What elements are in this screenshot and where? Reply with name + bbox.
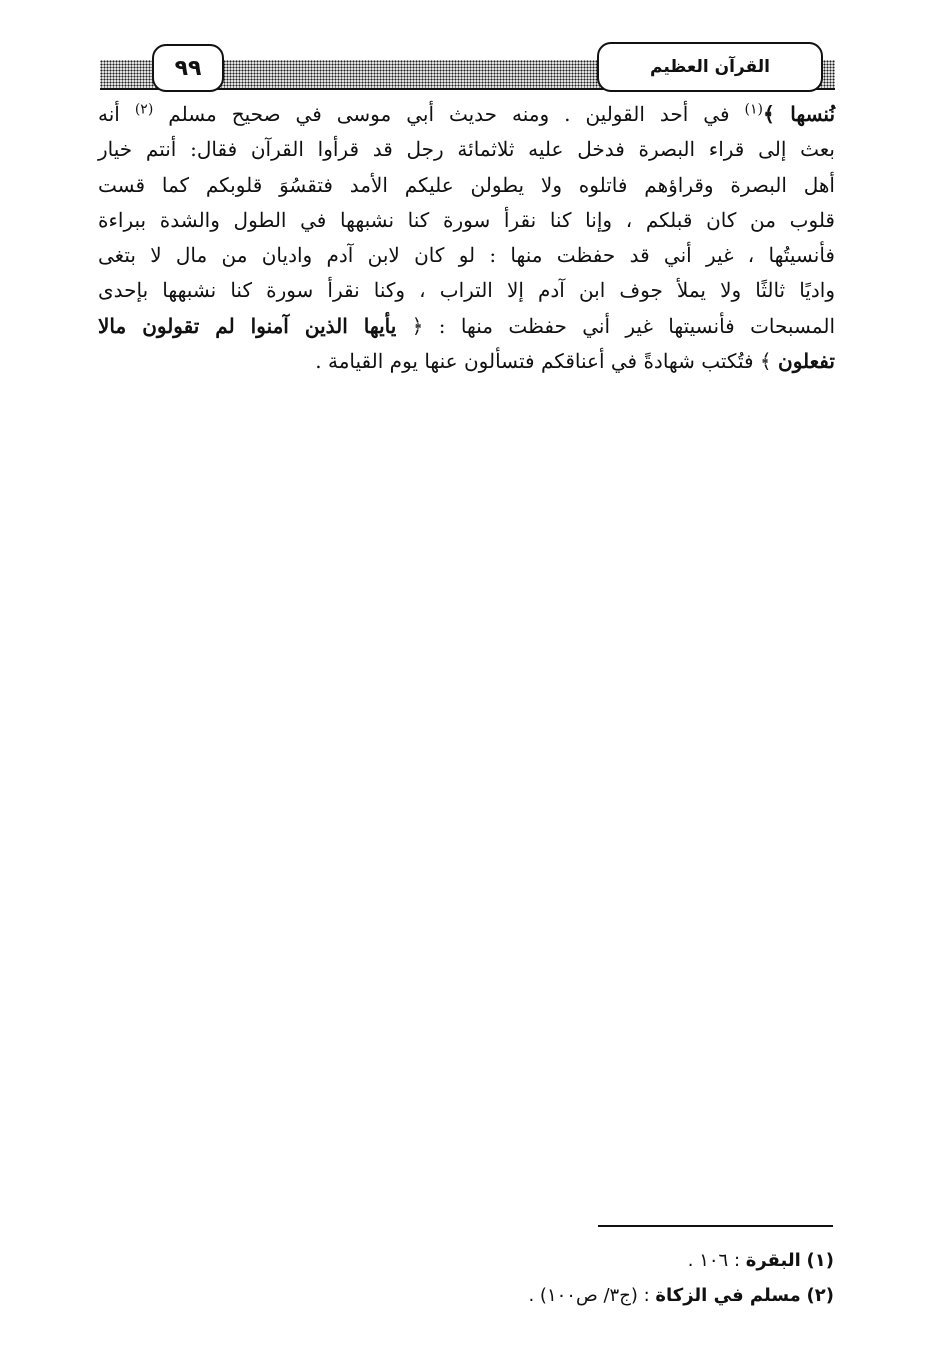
body-line-7-text: المسبحات فأنسيتها غير أني حفظت منها : ﴿ [396, 313, 836, 338]
quran-quote-start: يأيها الذين آمنوا لم تقولون مالا [98, 313, 397, 338]
body-line-1 [98, 97, 835, 132]
quran-quote-cont: تفعلون [778, 349, 835, 374]
footnotes [134, 1243, 834, 1313]
body-line-2: بعث إلى قراء البصرة فدخل عليه ثلاثمائة رجل قد قرأوا القرآن فقال: أنتم خيار [98, 137, 835, 162]
footnote-1 [134, 1243, 834, 1278]
footnote-separator [598, 1225, 833, 1227]
running-title-frame [597, 42, 823, 92]
body-line-6: واديًا ثالثًا ولا يملأ جوف ابن آدم إلا التراب ، وكنا نقرأ سورة كنا نشبهها بإحدى [98, 278, 835, 303]
footnote-2-text: : (ج٣/ ص١٠٠) . [528, 1285, 656, 1306]
body-line-3: أهل البصرة وقراؤهم فاتلوه ولا يطولن عليكم الأمد فتقسُوَ قلوبكم كما قست [98, 172, 835, 197]
footnote-ref-1[interactable]: (١) [744, 101, 763, 118]
body-line-4: قلوب من كان قبلكم ، وإنا كنا نقرأ سورة كنا نشبهها في الطول والشدة ببراءة [98, 207, 835, 232]
footnote-1-source: البقرة [745, 1250, 801, 1271]
footnote-ref-2[interactable]: (٢) [134, 101, 154, 118]
page-number: ٩٩ [174, 55, 202, 81]
body-text [98, 97, 835, 379]
body-line-1-text: في أحد القولين . ومنه حديث أبي موسى في صحيح مسلم [153, 102, 745, 126]
body-line-7 [98, 309, 835, 344]
footnote-1-marker: (١) [806, 1250, 834, 1271]
page-number-frame [152, 44, 224, 92]
body-line-1-tail: أنه [98, 102, 135, 126]
footnote-1-text: : ١٠٦ . [687, 1250, 746, 1271]
body-line-5: فأنسيتُها ، غير أني قد حفظت منها : لو كان لابن آدم واديان من مال لا بتغى [98, 243, 835, 268]
footnote-2-source: مسلم في الزكاة [655, 1285, 801, 1306]
running-title: القرآن العظيم [650, 57, 770, 77]
body-line-8 [98, 344, 835, 379]
footnote-2 [134, 1278, 834, 1313]
footnote-2-marker: (٢) [806, 1285, 834, 1306]
quran-quote-end: نُنسها ﴾ [762, 102, 836, 126]
body-line-8-text: ﴾ فتُكتب شهادةً في أعناقكم فتسألون عنها يوم القيامة . [315, 349, 779, 374]
